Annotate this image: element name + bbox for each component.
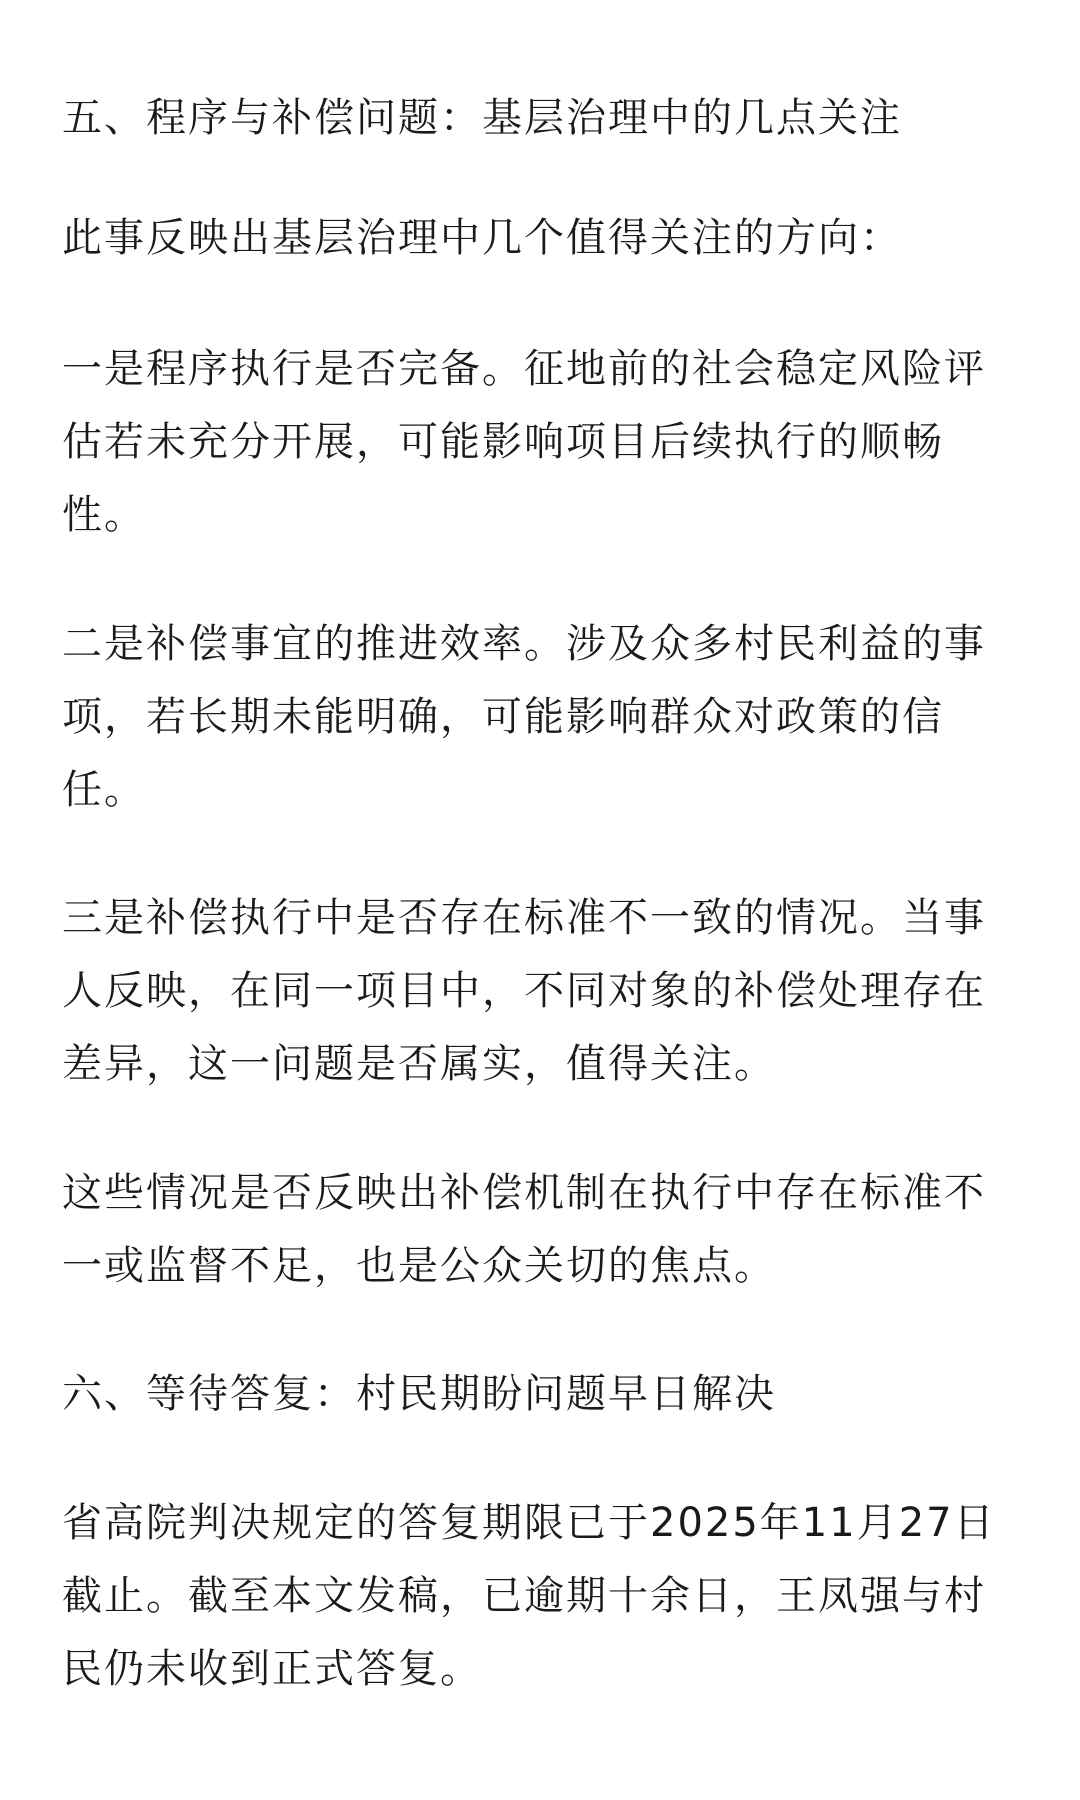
paragraph: 二是补偿事宜的推进效率。涉及众多村民利益的事项，若长期未能明确，可能影响群众对政策的信任。 bbox=[62, 621, 986, 813]
paragraph: 三是补偿执行中是否存在标准不一致的情况。当事人反映，在同一项目中，不同对象的补偿处理存在差异，这一问题是否属实，值得关注。 bbox=[62, 895, 986, 1087]
paragraph: 省高院判决规定的答复期限已于2025年11月27日截止。截至本文发稿，已逾期十余日，王凤强与村民仍未收到正式答复。 bbox=[62, 1500, 996, 1692]
paragraph: 此事反映出基层治理中几个值得关注的方向： bbox=[62, 215, 902, 261]
section-heading-five: 五、程序与补偿问题：基层治理中的几点关注 bbox=[62, 95, 902, 141]
paragraph: 一是程序执行是否完备。征地前的社会稳定风险评估若未充分开展，可能影响项目后续执行的顺畅性。 bbox=[62, 346, 986, 538]
paragraph: 这些情况是否反映出补偿机制在执行中存在标准不一或监督不足，也是公众关切的焦点。 bbox=[62, 1170, 986, 1289]
section-heading-six: 六、等待答复：村民期盼问题早日解决 bbox=[62, 1371, 776, 1417]
